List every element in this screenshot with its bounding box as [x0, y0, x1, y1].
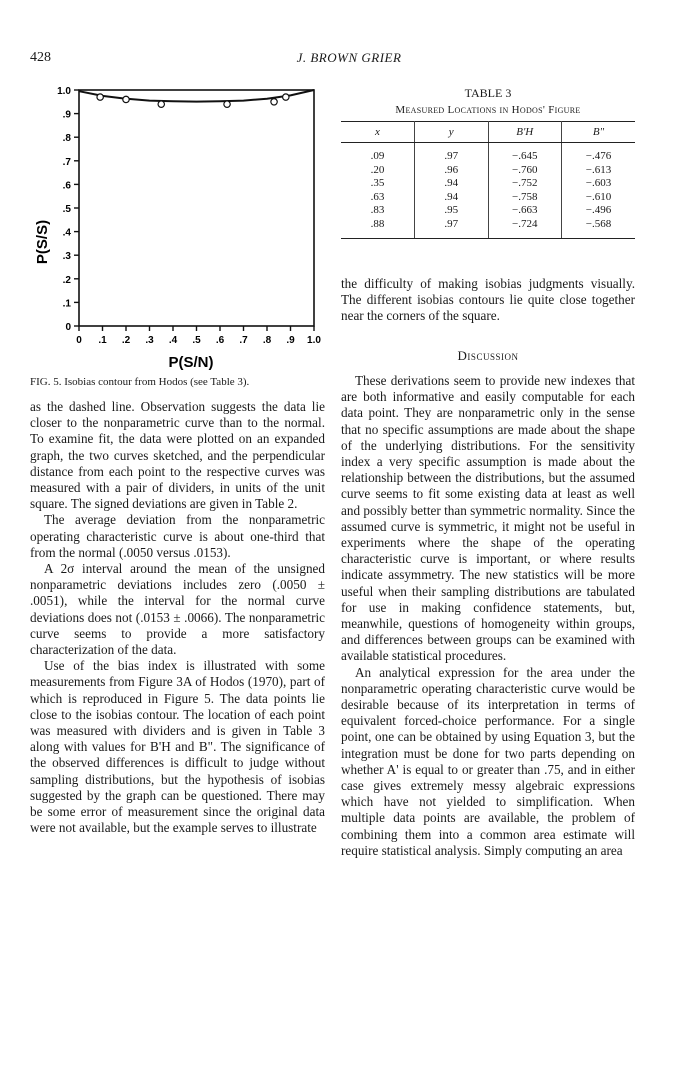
x-tick-label: .7 [239, 335, 248, 346]
y-tick-label: .4 [62, 227, 71, 239]
y-axis-ticks [57, 86, 79, 333]
table-cell: .83 [341, 204, 415, 218]
table-cell: −.610 [585, 190, 612, 203]
table-header-bh: B'H [488, 122, 562, 143]
x-axis-label: P(S/N) [168, 354, 214, 371]
data-point [97, 94, 103, 100]
table-cell: −.724 [488, 218, 562, 238]
x-tick-label: .4 [168, 335, 178, 346]
table-cell: −.476 [585, 150, 612, 162]
table-row [341, 177, 635, 191]
section-heading: Discussion [457, 348, 519, 363]
table-cell: −.663 [488, 204, 562, 218]
left-column-text [30, 399, 325, 836]
x-tick-label: 0 [76, 335, 82, 346]
data-point [123, 96, 129, 102]
x-tick-label: .3 [145, 335, 154, 346]
page-number: 428 [30, 50, 51, 65]
y-tick-label: .2 [62, 274, 71, 286]
y-tick-label: .8 [62, 133, 71, 145]
table-cell: .35 [341, 177, 415, 191]
x-tick-label: .5 [192, 335, 201, 346]
y-tick-label: 1.0 [57, 86, 71, 97]
paragraph: These derivations seem to provide new indexes that are both informative and easily computable for each data point. They are nonparametric only in the sense that no specific assumptions are made about the shape of the underlying distributions. For the sensitivity index a very specific assumption is made about the relationship between the distributions, but the assumed curve seems to fit some existing data at least as well and possibly better than symmetric normality. Since the assumed curve is symmetric, it might not be useful in experiments where the shape of the operating characteristic curve is important, or where results indicate assymmetry. The new statistics will be more useful when their sampling distributions are tabulated for use in making confidence statements, but, meanwhile, questions of homogeneity within groups, and differences between groups can be examined with available statistical procedures. [341, 373, 635, 664]
table-cell: −.568 [562, 218, 636, 238]
y-tick-label: .3 [62, 251, 71, 263]
table-row [341, 204, 635, 218]
table-cell: .97 [415, 218, 489, 238]
table-cell: .94 [415, 191, 489, 205]
paragraph: the difficulty of making isobias judgments visually. The different isobias contours lie quite close together near the corners of the square. [341, 276, 635, 324]
table-cell: −.758 [488, 191, 562, 205]
table-cell: .94 [415, 177, 489, 191]
table-row [341, 143, 635, 164]
right-top-text [341, 276, 635, 325]
paragraph: Use of the bias index is illustrated with some measurements from Figure 3A of Hodos (1970), part of which is reproduced in Figure 5. The data points lie close to the isobias contour. The location of each point was measured with dividers and is given in Table 3 along with values for B'H and B". The significance of the observed differences is difficult to judge without sampling distributions, but the hypothesis of isobias suggested by the graph can be questioned. There may be some error of measurement since the original data were not available, but the example serves to illustrate [30, 658, 325, 836]
y-tick-label: .7 [62, 156, 71, 168]
table-cell: .95 [415, 204, 489, 218]
x-tick-label: .6 [215, 335, 225, 346]
paragraph: An analytical expression for the area under the nonparametric operating characteristic curve would be desirable because of its interpretation in terms of equivalent forced-choice performance. For a single point, one can be obtained by using Equation 3, but the integration must be done for two parts depending on whether A' is equal to or greater than .75, and in either case gives extremely messy algebraic expressions which have not yielded to simplification. When multiple data points are available, the problem of combining them into a common area estimate will require statistical analysis. Simply computing an area [341, 664, 635, 858]
table-cell: −.752 [488, 177, 562, 191]
table-cell: .88 [341, 218, 415, 238]
figure-caption: FIG. 5. Isobias contour from Hodos (see Table 3). [30, 376, 250, 388]
table-cell: −.603 [585, 177, 612, 190]
contour-line [79, 90, 314, 102]
plot-frame [79, 90, 314, 326]
table-cell: −.496 [585, 204, 612, 217]
x-axis-ticks [76, 326, 321, 346]
data-point [283, 94, 289, 100]
table-subtitle: Measured Locations in Hodos' Figure [395, 104, 581, 116]
isobias-contour [79, 90, 314, 102]
table-row [341, 164, 635, 178]
table-cell: .20 [341, 164, 415, 178]
table-cell: .09 [341, 143, 415, 164]
table-title: TABLE 3 [464, 86, 512, 100]
paragraph: The average deviation from the nonparametric operating characteristic curve is about one-third that from the normal (.0050 versus .0153). [30, 512, 325, 560]
running-head: J. BROWN GRIER [296, 50, 402, 65]
table-row [341, 191, 635, 205]
right-column-text [341, 373, 635, 859]
table-cell: .96 [415, 164, 489, 178]
table-cell: .97 [415, 143, 489, 164]
table-cell: −.760 [488, 164, 562, 178]
measurements-table [341, 121, 635, 239]
table-cell: −.613 [585, 163, 612, 176]
isobias-chart [30, 80, 330, 375]
x-tick-label: .1 [98, 335, 107, 346]
table-row [341, 218, 635, 238]
paragraph: as the dashed line. Observation suggests the data lie closer to the nonparametric curve than to the normal. To examine fit, the data were plotted on an expanded graph, the two curves sketched, and the perpendicular distance from each point to the respective curves was measured with a pair of dividers, in units of the unit square. The signed deviations are given in Table 2. [30, 399, 325, 512]
table-header-b2: B" [562, 122, 636, 143]
table-cell: −.645 [488, 143, 562, 164]
x-tick-label: .9 [286, 335, 295, 346]
data-point [158, 101, 164, 107]
data-point [224, 101, 230, 107]
x-tick-label: .2 [121, 335, 131, 346]
table-header-y: y [415, 122, 489, 143]
x-tick-label: .8 [262, 335, 272, 346]
chart-frame [79, 90, 314, 326]
y-tick-label: .5 [62, 204, 71, 215]
paragraph: A 2σ interval around the mean of the unsigned nonparametric deviations includes zero (.0050 ± .0051), while the interval for the normal curve deviations does not (.0153 ± .0066). The nonparametric curve seems to provide a more satisfactory characterization of the data. [30, 561, 325, 658]
y-tick-label: .6 [62, 180, 71, 192]
y-tick-label: .1 [62, 298, 71, 310]
x-tick-label: 1.0 [307, 335, 321, 346]
y-tick-label: 0 [65, 322, 71, 333]
y-tick-label: .9 [62, 109, 71, 121]
y-axis-label: P(S/S) [34, 219, 51, 265]
table-header-x: x [341, 122, 415, 143]
data-point [271, 99, 277, 105]
table-cell: .63 [341, 191, 415, 205]
